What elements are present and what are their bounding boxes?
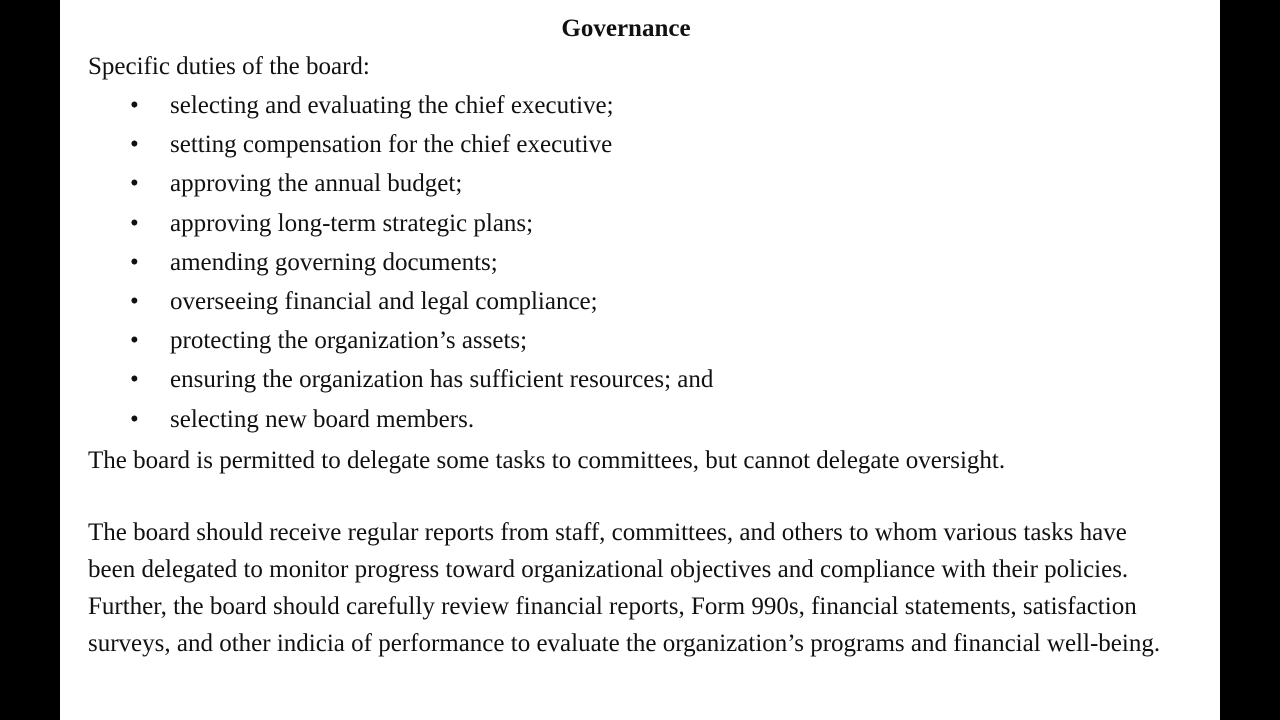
bullet-icon: • bbox=[130, 131, 139, 159]
bullet-icon: • bbox=[130, 287, 139, 315]
bullet-icon: • bbox=[130, 366, 139, 394]
delegation-note: The board is permitted to delegate some tasks to committees, but cannot delegate oversight. bbox=[88, 447, 1006, 474]
duty-text: setting compensation for the chief executive bbox=[170, 131, 613, 159]
reporting-paragraph: The board should receive regular reports from staff, committees, and others to whom various tasks have been delegated to monitor progress toward organizational objectives and compliance with their policies. Further, the board should carefully review financial reports, Form 990s, financial statements, satisfaction surveys, and other indicia of performance to evaluate the organization’s programs and financial well-being. bbox=[88, 519, 1161, 657]
duty-text: approving long-term strategic plans; bbox=[170, 209, 534, 237]
document-title: Governance bbox=[561, 15, 691, 42]
document-page bbox=[60, 0, 1220, 720]
duty-text: overseeing financial and legal compliance; bbox=[170, 287, 598, 315]
duties-intro: Specific duties of the board: bbox=[88, 53, 370, 80]
bullet-icon: • bbox=[130, 327, 139, 355]
duty-text: selecting and evaluating the chief executive; bbox=[170, 92, 614, 119]
bullet-icon: • bbox=[130, 209, 139, 237]
duty-text: ensuring the organization has sufficient resources; and bbox=[170, 366, 714, 394]
bullet-icon: • bbox=[130, 405, 139, 433]
duty-text: selecting new board members. bbox=[170, 405, 475, 433]
bullet-icon: • bbox=[130, 92, 139, 119]
duty-text: approving the annual budget; bbox=[170, 170, 463, 198]
bullet-icon: • bbox=[130, 170, 139, 198]
duty-text: protecting the organization’s assets; bbox=[170, 327, 528, 355]
bullet-icon: • bbox=[130, 248, 139, 276]
duty-text: amending governing documents; bbox=[170, 248, 498, 276]
